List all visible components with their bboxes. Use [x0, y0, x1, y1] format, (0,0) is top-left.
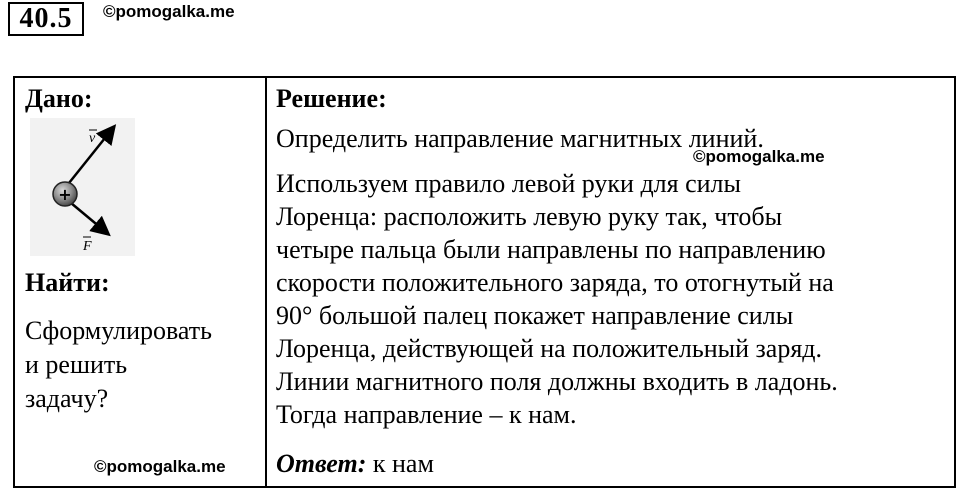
find-line: задачу? [25, 384, 109, 413]
answer-value: к нам [372, 449, 434, 478]
find-heading: Найти: [25, 268, 110, 297]
problem-number: 40.5 [8, 2, 84, 36]
task-table [13, 76, 956, 488]
solution-line: Используем правило левой руки для силы [276, 169, 742, 198]
solution-line: Линии магнитного поля должны входить в ладонь. [276, 367, 838, 396]
answer-line [276, 449, 434, 479]
find-text [25, 314, 261, 416]
watermark-middle: ©pomogalka.me [693, 147, 825, 166]
find-line: Сформулировать [25, 316, 213, 345]
velocity-label: v [89, 131, 96, 146]
charge-diagram [25, 118, 140, 258]
solution-line: Определить направление магнитных линий. [276, 124, 764, 153]
given-heading: Дано: [25, 84, 93, 113]
solution-line: скорости положительного заряда, то отогнутый на [276, 268, 834, 297]
column-divider [265, 78, 267, 486]
solution-line: четыре пальца были направлены по направлению [276, 235, 826, 264]
watermark-bottom: ©pomogalka.me [94, 457, 226, 476]
force-label: F [83, 239, 92, 254]
solution-line: Тогда направление – к нам. [276, 400, 577, 429]
solution-text [276, 122, 956, 431]
diagram-background [30, 118, 135, 256]
solution-line: 90° большой палец покажет направление силы [276, 301, 794, 330]
solution-heading: Решение: [276, 84, 387, 113]
solution-line: Лоренца: расположить левую руку так, чтобы [276, 202, 783, 231]
find-line: и решить [25, 350, 128, 379]
answer-label: Ответ: [276, 449, 367, 478]
charge-sign: + [58, 185, 72, 204]
solution-line: Лоренца, действующей на положительный заряд. [276, 334, 823, 363]
watermark-top: ©pomogalka.me [103, 2, 235, 21]
